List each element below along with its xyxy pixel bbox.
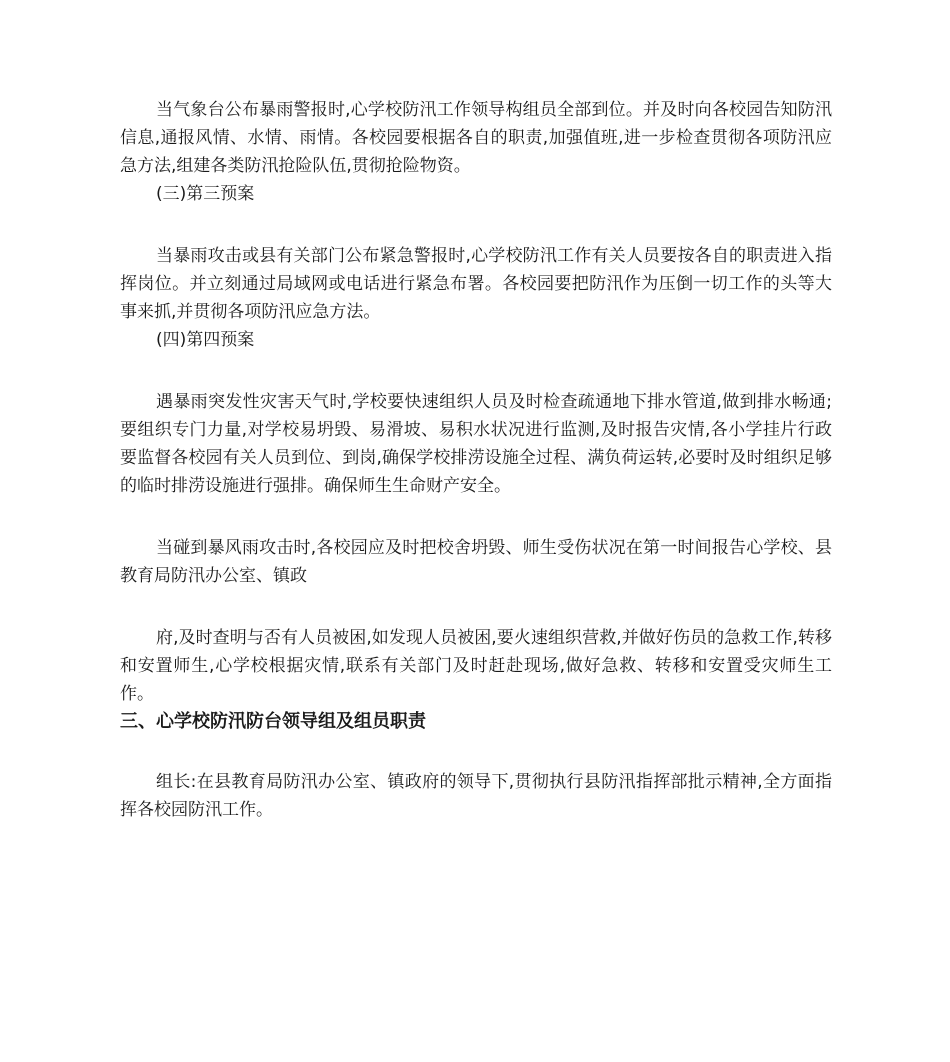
paragraph-emergency-alert: 当暴雨攻击或县有关部门公布紧急警报时,心学校防汛工作有关人员要按各自的职责进入指挥岗位。并立刻通过局域网或电话进行紧急布署。各校园要把防汛作为压倒一切工作的头等大事来抓,并贯彻各项防汛应急方法。 — [120, 246, 832, 322]
paragraph-sudden-storm: 遇暴雨突发性灾害天气时,学校要快速组织人员及时检查疏通地下排水管道,做到排水畅通;要组织专门力量,对学校易坍毁、易滑坡、易积水状况进行监测,及时报告灾情,各小学挂片行政要监督各校园有关人员到位、到岗,确保学校排涝设施全过程、满负荷运转,必要时及时组织足够的临时排涝设施进行强排。确保师生生命财产安全。 — [120, 392, 832, 496]
paragraph-warning-response: 当气象台公布暴雨警报时,心学校防汛工作领导构组员全部到位。并及时向各校园告知防汛信息,通报风情、水情、雨情。各校园要根据各自的职责,加强值班,进一步检查贯彻各项防汛应急方法,组建各类防汛抢险队伍,贯彻抢险物资。 — [120, 100, 832, 176]
section-heading: 三、心学校防汛防台领导组及组员职责 — [120, 711, 426, 732]
paragraph-leader-duty: 组长:在县教育局防汛办公室、镇政府的领导下,贯彻执行县防汛指挥部批示精神,全方面指挥各校园防汛工作。 — [120, 772, 832, 820]
subheading-fourth-plan: (四)第四预案 — [156, 330, 255, 350]
paragraph-storm-report: 当碰到暴风雨攻击时,各校园应及时把校舍坍毁、师生受伤状况在第一时间报告心学校、县教育局防汛办公室、镇政 — [120, 538, 832, 586]
document-page — [120, 96, 832, 824]
subheading-third-plan: (三)第三预案 — [156, 184, 255, 204]
paragraph-rescue: 府,及时查明与否有人员被困,如发现人员被困,要火速组织营救,并做好伤员的急救工作,转移和安置师生,心学校根据灾情,联系有关部门及时赶赴现场,做好急救、转移和安置受灾师生工作。 — [120, 628, 832, 704]
